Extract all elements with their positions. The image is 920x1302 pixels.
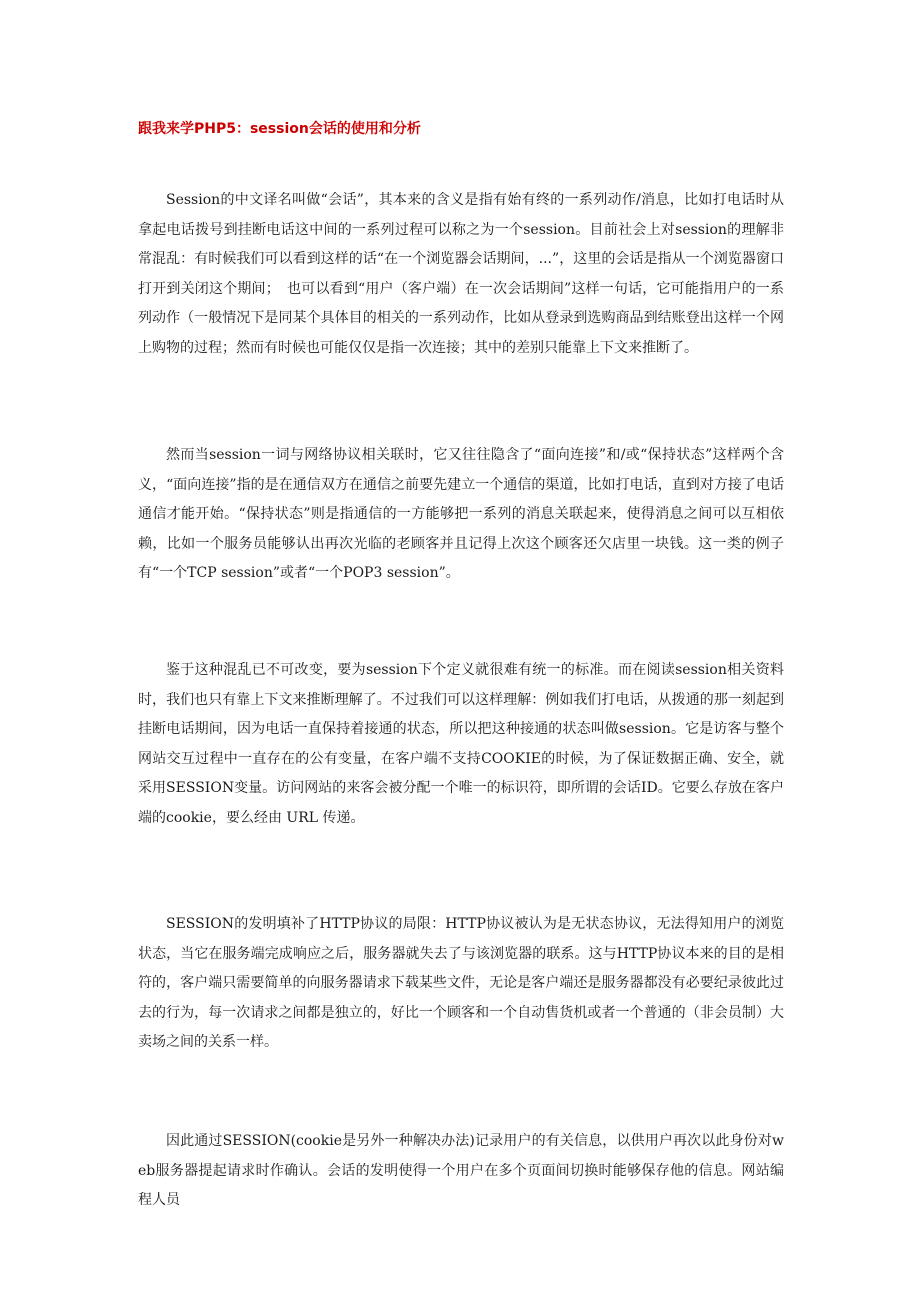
paragraph-session-understanding: 鉴于这种混乱已不可改变，要为session下个定义就很难有统一的标准。而在阅读session相关资料时，我们也只有靠上下文来推断理解了。不过我们可以这样理解：例如我们打电话，从拨通的那一刻起到挂断电话期间，因为电话一直保持着接通的状态，所以把这种接通的状态叫做session。它是访客与整个网站交互过程中一直存在的公有变量，在客户端不支持COOKIE的时候，为了保证数据正确、安全，就采用SESSION变量。访问网站的来客会被分配一个唯一的标识符，即所谓的会话ID。它要么存放在客户端的cookie，要么经由 URL 传递。 xyxy=(138,662,784,826)
paragraph-session-purpose: 因此通过SESSION(cookie是另外一种解决办法)记录用户的有关信息，以供用户再次以此身份对web服务器提起请求时作确认。会话的发明使得一个用户在多个页面间切换时能够保存他的信息。网站编程人员 xyxy=(138,1133,784,1208)
paragraph-network-protocol: 然而当session一词与网络协议相关联时，它又往往隐含了“面向连接”和/或“保持状态”这样两个含义，“面向连接”指的是在通信双方在通信之前要先建立一个通信的渠道，比如打电话，直到对方接了电话通信才能开始。“保持状态”则是指通信的一方能够把一系列的消息关联起来，使得消息之间可以互相依赖，比如一个服务员能够认出再次光临的老顾客并且记得上次这个顾客还欠店里一块钱。这一类的例子有“一个TCP session”或者“一个POP3 session”。 xyxy=(138,447,784,581)
document-title: 跟我来学PHP5：session会话的使用和分析 xyxy=(138,121,421,137)
paragraph-session-definition: Session的中文译名叫做“会话”，其本来的含义是指有始有终的一系列动作/消息，比如打电话时从拿起电话拨号到挂断电话这中间的一系列过程可以称之为一个session。目前社会上对session的理解非常混乱：有时候我们可以看到这样的话“在一个浏览器会话期间，...”，这里的会话是指从一个浏览器窗口打开到关闭这个期间； 也可以看到“用户（客户端）在一次会话期间”这样一句话，它可能指用户的一系列动作（一般情况下是同某个具体目的相关的一系列动作，比如从登录到选购商品到结账登出这样一个网上购物的过程；然而有时候也可能仅仅是指一次连接；其中的差别只能靠上下文来推断了。 xyxy=(138,192,784,356)
paragraph-http-stateless: SESSION的发明填补了HTTP协议的局限：HTTP协议被认为是无状态协议，无法得知用户的浏览状态，当它在服务端完成响应之后，服务器就失去了与该浏览器的联系。这与HTTP协议本来的目的是相符的，客户端只需要简单的向服务器请求下载某些文件，无论是客户端还是服务器都没有必要纪录彼此过去的行为，每一次请求之间都是独立的，好比一个顾客和一个自动售货机或者一个普通的（非会员制）大卖场之间的关系一样。 xyxy=(138,916,784,1050)
